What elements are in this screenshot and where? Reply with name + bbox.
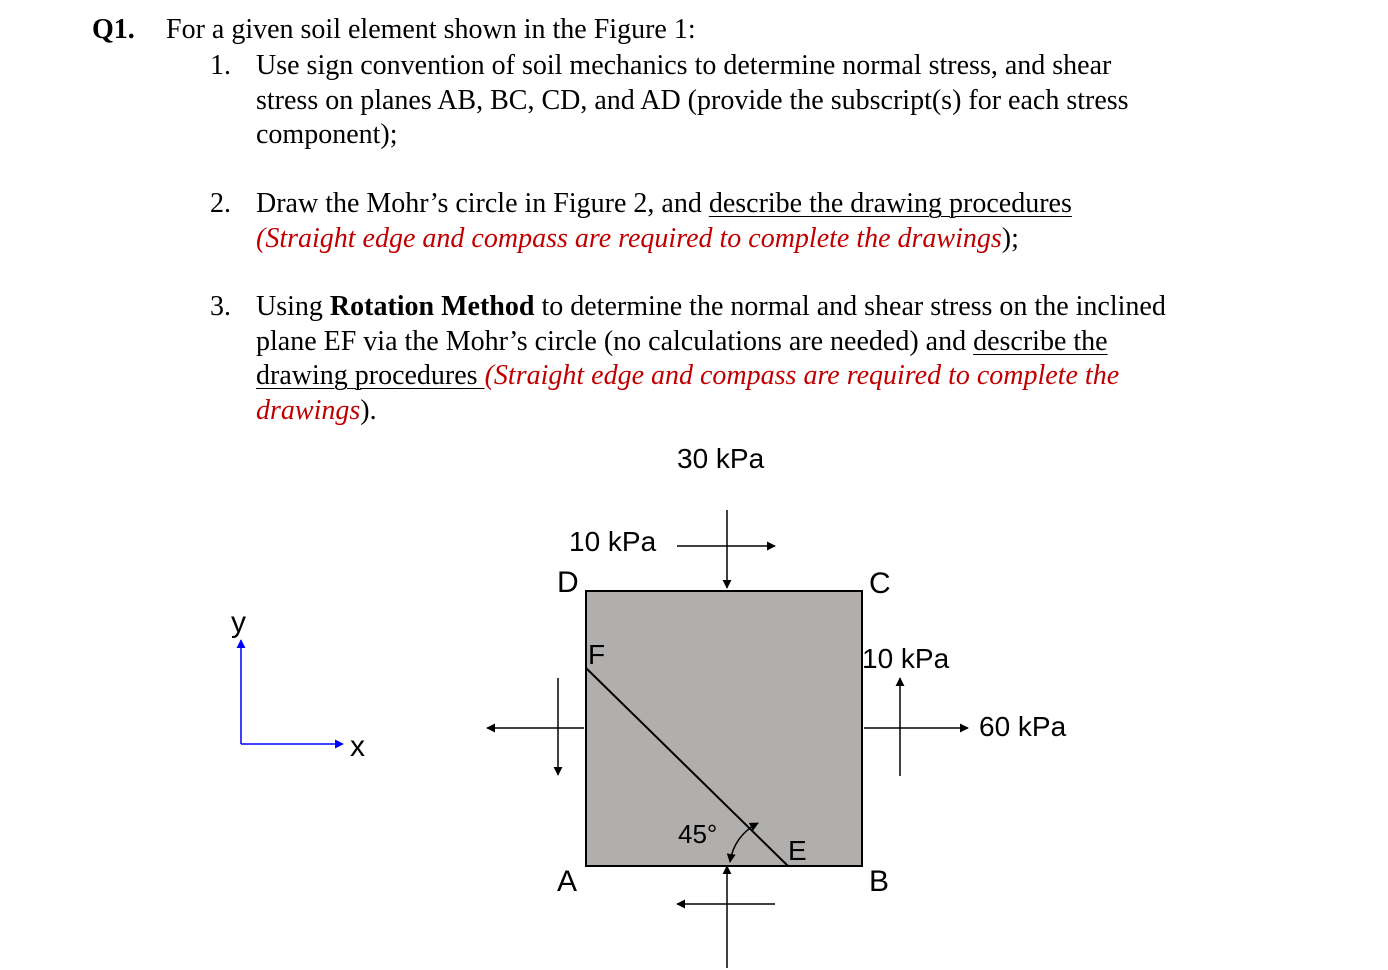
- axis-label-y: y: [231, 606, 246, 639]
- underlined-text: describe the: [973, 325, 1108, 357]
- item-text-line: stress on planes AB, BC, CD, and AD (provide the subscript(s) for each stress: [256, 84, 1129, 116]
- right-shear-stress-label: 10 kPa: [862, 643, 950, 674]
- top-shear-stress-label: 10 kPa: [569, 526, 657, 557]
- item-text: Using: [256, 291, 330, 322]
- item-number: 3.: [210, 291, 231, 322]
- bold-text: Rotation Method: [329, 291, 535, 322]
- item-text: );: [1001, 222, 1019, 254]
- item-text: Draw the Mohr’s circle in Figure 2, and: [256, 188, 709, 219]
- soil-element: [586, 591, 862, 866]
- red-instruction-text: (Straight edge and compass are required to complete the drawings: [256, 222, 1002, 254]
- item-text: plane EF via the Mohr’s circle (no calculations are needed) and: [256, 325, 974, 357]
- item-number: 2.: [210, 188, 231, 219]
- item-text: to determine the normal and shear stress on the inclined: [534, 291, 1166, 322]
- item-text-line: component);: [256, 119, 398, 150]
- angle-label: 45°: [678, 819, 718, 849]
- red-instruction-text: drawings: [256, 394, 361, 426]
- corner-label-a: A: [557, 865, 578, 898]
- right-normal-stress-label: 60 kPa: [979, 711, 1067, 742]
- corner-label-b: B: [869, 865, 890, 898]
- top-normal-stress-label: 30 kPa: [677, 443, 765, 474]
- corner-label-d: D: [557, 566, 579, 599]
- red-instruction-text: (Straight edge and compass are required to complete the: [484, 360, 1120, 391]
- underlined-text: describe the drawing procedures: [708, 188, 1072, 219]
- item-text-line: Use sign convention of soil mechanics to determine normal stress, and shear: [256, 50, 1112, 81]
- question-intro: For a given soil element shown in the Figure 1:: [166, 14, 696, 45]
- item-text: ).: [360, 394, 377, 426]
- corner-label-c: C: [869, 567, 891, 600]
- axis-label-x: x: [350, 730, 365, 763]
- point-label-f: F: [588, 639, 606, 670]
- item-number: 1.: [210, 50, 231, 81]
- underlined-text: drawing procedures: [256, 360, 485, 391]
- point-label-e: E: [788, 835, 807, 866]
- question-number: Q1.: [92, 14, 135, 45]
